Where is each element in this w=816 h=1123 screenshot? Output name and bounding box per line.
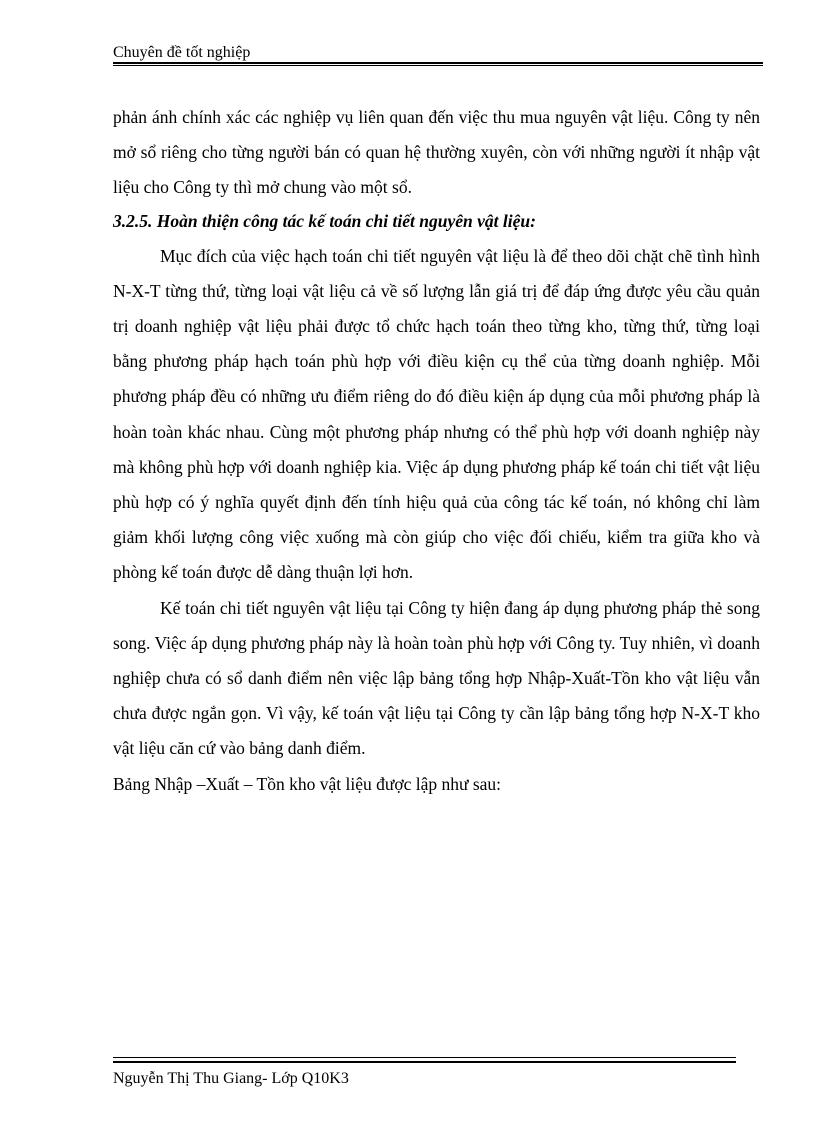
footer-author: Nguyễn Thị Thu Giang- Lớp Q10K3: [113, 1070, 349, 1087]
footer-rule-top: [113, 1057, 736, 1058]
paragraph-current-method: Kế toán chi tiết nguyên vật liệu tại Công ty hiện đang áp dụng phương pháp thẻ song song. Việc áp dụng phương pháp này là hoàn toàn phù hợp với Công ty. Tuy nhiên, vì doanh nghiệp chưa có sổ danh điểm nên việc lập bảng tổng hợp Nhập-Xuất-Tồn kho vật liệu vẫn chưa được ngắn gọn. Vì vậy, kế toán vật liệu tại Công ty cần lập bảng tổng hợp N-X-T kho vật liệu căn cứ vào bảng danh điểm.: [113, 597, 760, 759]
section-heading: 3.2.5. Hoàn thiện công tác kế toán chi tiết nguyên vật liệu:: [113, 210, 536, 231]
paragraph-table-intro: Bảng Nhập –Xuất – Tồn kho vật liệu được lập như sau:: [113, 773, 502, 794]
document-body: [113, 100, 760, 802]
header-rule-top: [113, 62, 763, 64]
header-title: Chuyên đề tốt nghiệp: [113, 44, 251, 61]
footer-rule-bottom: [113, 1061, 736, 1063]
paragraph-purpose: Mục đích của việc hạch toán chi tiết nguyên vật liệu là để theo dõi chặt chẽ tình hình N-X-T từng thứ, từng loại vật liệu cả về số lượng lẫn giá trị để đáp ứng được yêu cầu quản trị doanh nghiệp vật liệu phải được tổ chức hạch toán theo từng kho, từng thứ, từng loại bằng phương pháp hạch toán phù hợp với điều kiện cụ thể của từng doanh nghiệp. Mỗi phương pháp đều có những ưu điểm riêng do đó điều kiện áp dụng của mỗi phương pháp là hoàn toàn khác nhau. Cùng một phương pháp nhưng có thể phù hợp với doanh nghiệp này mà không phù hợp với doanh nghiệp kia. Việc áp dụng phương pháp kế toán chi tiết vật liệu phù hợp có ý nghĩa quyết định đến tính hiệu quả của công tác kế toán, nó không chỉ làm giảm khối lượng công việc xuống mà còn giúp cho việc đối chiếu, kiểm tra giữa kho và phòng kế toán được dễ dàng thuận lợi hơn.: [113, 245, 760, 583]
header-rule-bottom: [113, 65, 763, 66]
paragraph-intro: phản ánh chính xác các nghiệp vụ liên quan đến việc thu mua nguyên vật liệu. Công ty nên mở sổ riêng cho từng người bán có quan hệ thường xuyên, còn với những người ít nhập vật liệu cho Công ty thì mở chung vào một sổ.: [113, 107, 760, 198]
